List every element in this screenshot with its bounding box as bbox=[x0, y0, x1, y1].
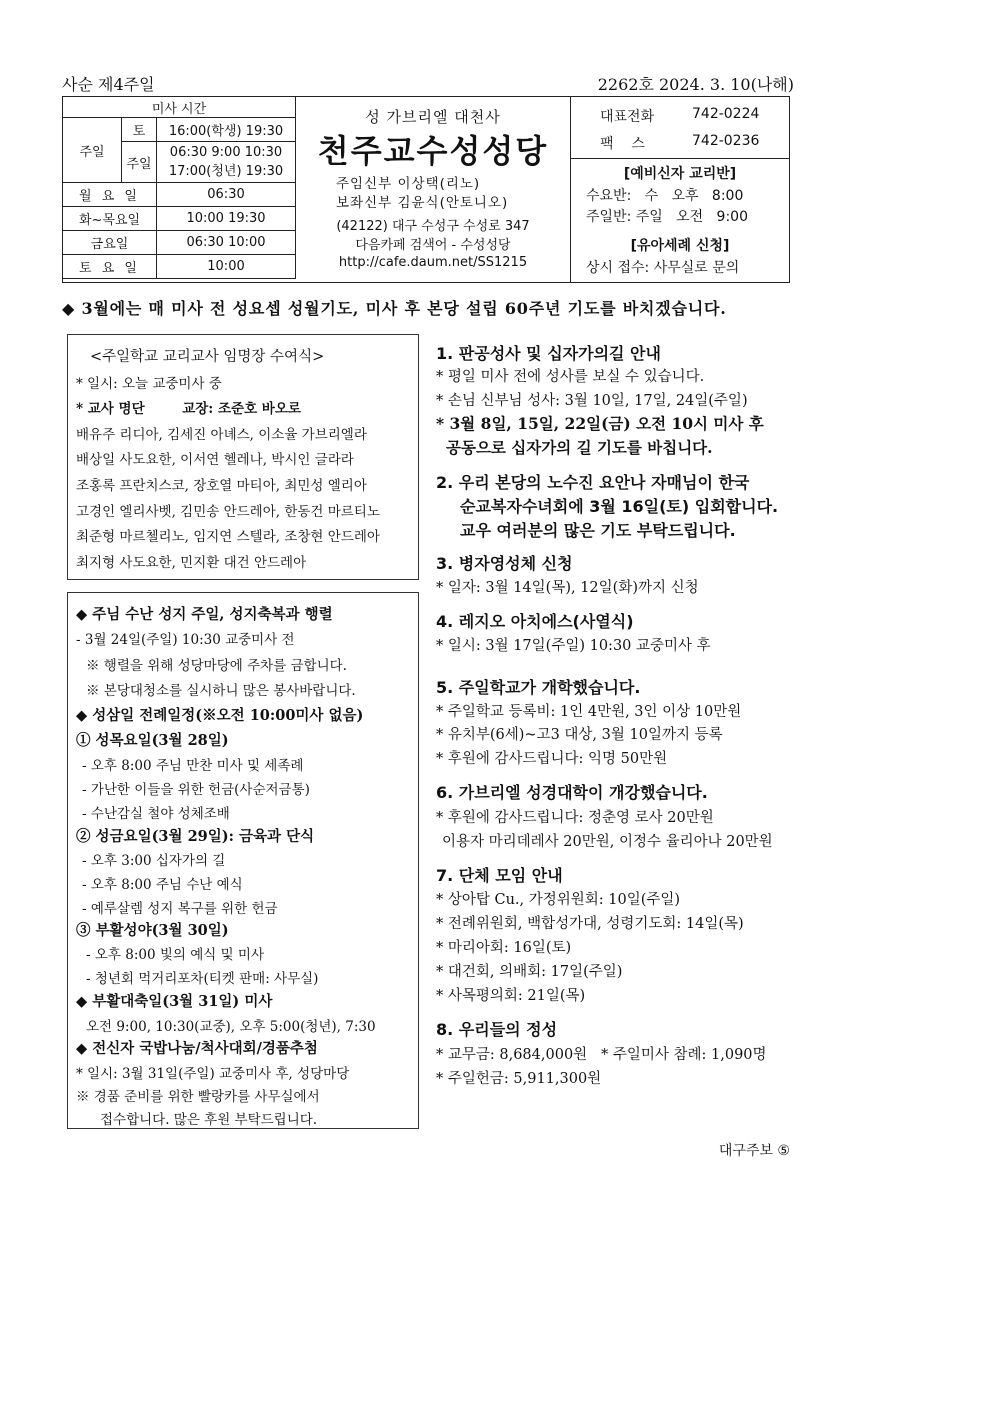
section-7-item: * 전례위원회, 백합성가대, 성령기도회: 14일(목) bbox=[436, 916, 744, 932]
monthly-notice: ◆ 3월에는 매 미사 전 성요셉 성월기도, 미사 후 본당 설립 60주년 기도를 바치겠습니다. bbox=[62, 299, 727, 318]
sunday-times bbox=[157, 142, 296, 183]
section-5-item: * 주일학교 등록비: 1인 4만원, 3인 이상 10만원 bbox=[436, 704, 742, 720]
monday-times: 06:30 bbox=[157, 183, 296, 207]
catechumen-wed: 수요반: 수 오후 8:00 bbox=[586, 188, 744, 204]
easter-sunday-times: 오전 9:00, 10:30(교중), 오후 5:00(청년), 7:30 bbox=[86, 1019, 376, 1035]
phone-label: 대표전화 bbox=[600, 109, 655, 125]
section-1-heading: 1. 판공성사 및 십자가의길 안내 bbox=[436, 344, 661, 363]
teacher-list-header: * 교사 명단 교장: 조준호 바오로 bbox=[76, 401, 301, 417]
section-6-heading: 6. 가브리엘 성경대학이 개강했습니다. bbox=[436, 783, 708, 802]
section-3-heading: 3. 병자영성체 신청 bbox=[436, 554, 573, 573]
teacher-list-row: 배유주 리디아, 김세진 아녜스, 이소율 가브리엘라 bbox=[76, 427, 367, 443]
tue-thu-label: 화~목요일 bbox=[63, 207, 157, 231]
prize-donation-notice-2: 접수합니다. 많은 후원 부탁드립니다. bbox=[100, 1112, 318, 1128]
parish-address: (42122) 대구 수성구 수성로 347 bbox=[336, 219, 530, 234]
cleaning-notice: ※ 본당대청소를 실시하니 많은 봉사바랍니다. bbox=[86, 683, 356, 699]
section-7-item: * 사목평의회: 21일(목) bbox=[436, 988, 586, 1004]
palm-sunday-heading: ◆ 주님 수난 성지 주일, 성지축복과 행렬 bbox=[76, 606, 333, 623]
tue-thu-times: 10:00 19:30 bbox=[157, 207, 296, 231]
holy-thursday-heading: ① 성목요일(3월 28일) bbox=[76, 732, 229, 749]
fax-label: 팩 스 bbox=[600, 136, 645, 152]
sunday-times-line2: 17:00(청년) 19:30 bbox=[168, 164, 284, 179]
easter-sunday-heading: ◆ 부활대축일(3월 31일) 미사 bbox=[76, 993, 273, 1010]
section-5-item: * 후원에 감사드립니다: 익명 50만원 bbox=[436, 751, 668, 767]
section-8-item: * 교무금: 8,684,000원 * 주일미사 참례: 1,090명 bbox=[436, 1047, 767, 1063]
section-4-heading: 4. 레지오 아치에스(사열식) bbox=[436, 612, 634, 631]
section-8-heading: 8. 우리들의 정성 bbox=[436, 1020, 558, 1039]
catechumen-title: [예비신자 교리반] bbox=[623, 166, 737, 182]
pastor: 주임신부 이상택(리노) bbox=[336, 176, 481, 192]
good-friday-item: - 오후 8:00 주님 수난 예식 bbox=[82, 877, 243, 893]
saturday-times: 16:00(학생) 19:30 bbox=[157, 118, 296, 142]
page-footer: 대구주보 ⑤ bbox=[718, 1143, 790, 1159]
section-7-item: * 대건회, 의배회: 17일(주일) bbox=[436, 964, 623, 980]
parking-notice: ※ 행렬을 위해 성당마당에 주차를 금합니다. bbox=[86, 658, 347, 674]
saturday-label: 토 bbox=[122, 118, 157, 142]
easter-vigil-item: - 오후 8:00 빛의 예식 및 미사 bbox=[86, 947, 264, 963]
prize-donation-notice: ※ 경품 준비를 위한 빨랑카를 사무실에서 bbox=[76, 1089, 320, 1105]
ceremony-date: * 일시: 오늘 교중미사 중 bbox=[76, 376, 222, 392]
fax-number: 742-0236 bbox=[692, 133, 760, 149]
section-2-heading-2: 순교복자수녀회에 3월 16일(토) 입회합니다. bbox=[460, 497, 779, 516]
assistant-priest: 보좌신부 김윤식(안토니오) bbox=[336, 195, 509, 211]
infant-baptism-text: 상시 접수: 사무실로 문의 bbox=[586, 260, 740, 276]
parish-event-heading: ◆ 전신자 국밥나눔/척사대회/경품추첨 bbox=[76, 1040, 318, 1057]
section-7-item: * 마리아회: 16일(토) bbox=[436, 940, 572, 956]
phone-number: 742-0224 bbox=[692, 106, 760, 122]
monday-label: 월 요 일 bbox=[63, 183, 157, 207]
teacher-list-row: 조홍록 프란치스코, 장호열 마티아, 최민성 엘리아 bbox=[76, 478, 367, 494]
teacher-ceremony-title: <주일학교 교리교사 임명장 수여식> bbox=[90, 349, 325, 365]
section-3-item: * 일자: 3월 14일(목), 12일(화)까지 신청 bbox=[436, 580, 699, 596]
parish-name: 천주교수성성당 bbox=[317, 132, 549, 170]
section-4-item: * 일시: 3월 17일(주일) 10:30 교중미사 후 bbox=[436, 638, 711, 654]
saturday-weekday-times: 10:00 bbox=[157, 255, 296, 279]
sunday-label: 주일 bbox=[122, 142, 157, 183]
friday-label: 금요일 bbox=[63, 231, 157, 255]
easter-vigil-item: - 청년회 먹거리포차(티켓 판매: 사무실) bbox=[86, 971, 319, 987]
teacher-list-row: 배상일 사도요한, 이서연 헬레나, 박시인 글라라 bbox=[76, 452, 354, 468]
easter-vigil-heading: ③ 부활성야(3월 30일) bbox=[76, 922, 229, 939]
triduum-heading: ◆ 성삼일 전례일정(※오전 10:00미사 없음) bbox=[76, 707, 364, 724]
parish-event-date: * 일시: 3월 31일(주일) 교중미사 후, 성당마당 bbox=[76, 1066, 350, 1082]
friday-times: 06:30 10:00 bbox=[157, 231, 296, 255]
section-7-item: * 상아탑 Cu., 가정위원회: 10일(주일) bbox=[436, 892, 681, 908]
mass-schedule-title: 미사 시간 bbox=[63, 97, 296, 118]
section-6-item: * 후원에 감사드립니다: 정춘영 로사 20만원 bbox=[436, 810, 714, 826]
holy-thursday-item: - 오후 8:00 주님 만찬 미사 및 세족례 bbox=[82, 758, 304, 774]
section-5-item: * 유치부(6세)~고3 대상, 3월 10일까지 등록 bbox=[436, 727, 723, 743]
contact-divider bbox=[570, 158, 790, 159]
section-7-heading: 7. 단체 모임 안내 bbox=[436, 866, 563, 885]
good-friday-item: - 오후 3:00 십자가의 길 bbox=[82, 853, 226, 869]
sunday-group-label: 주일 bbox=[63, 118, 122, 183]
holy-thursday-item: - 수난감실 철야 성체조배 bbox=[82, 806, 230, 822]
teacher-list-row: 최준형 마르첼리노, 임지연 스텔라, 조창현 안드레아 bbox=[76, 529, 380, 545]
section-1-item: 공동으로 십자가의 길 기도를 바칩니다. bbox=[446, 438, 713, 457]
section-8-item: * 주일헌금: 5,911,300원 bbox=[436, 1071, 602, 1087]
bulletin-issue: 2262호 2024. 3. 10(나해) bbox=[597, 75, 794, 94]
section-1-item: * 3월 8일, 15일, 22일(금) 오전 10시 미사 후 bbox=[436, 414, 764, 433]
section-1-item: * 손님 신부님 성사: 3월 10일, 17일, 24일(주일) bbox=[436, 393, 748, 409]
teacher-list-row: 고경인 엘리사벳, 김민송 안드레아, 한동건 마르티노 bbox=[76, 504, 380, 520]
cafe-url[interactable]: http://cafe.daum.net/SS1215 bbox=[338, 255, 528, 270]
palm-sunday-date: - 3월 24일(주일) 10:30 교중미사 전 bbox=[76, 632, 295, 648]
teacher-list-row: 최지형 사도요한, 민지환 대건 안드레아 bbox=[76, 555, 307, 571]
section-6-item: 이용자 마리데레사 20만원, 이정수 율리아나 20만원 bbox=[442, 834, 773, 850]
cafe-search: 다음카페 검색어 - 수성성당 bbox=[355, 238, 511, 253]
good-friday-item: - 예루살렘 성지 복구를 위한 헌금 bbox=[82, 901, 278, 917]
saturday-weekday-label: 토 요 일 bbox=[63, 255, 157, 279]
section-2-heading: 2. 우리 본당의 노수진 요안나 자매님이 한국 bbox=[436, 473, 750, 492]
infant-baptism-title: [유아세례 신청] bbox=[630, 238, 730, 254]
mass-schedule-table bbox=[62, 96, 296, 279]
holy-thursday-item: - 가난한 이들을 위한 헌금(사순저금통) bbox=[82, 782, 310, 798]
bulletin-season: 사순 제4주일 bbox=[62, 75, 155, 94]
section-2-heading-3: 교우 여러분의 많은 기도 부탁드립니다. bbox=[460, 521, 736, 540]
section-1-item: * 평일 미사 전에 성사를 보실 수 있습니다. bbox=[436, 369, 705, 385]
section-5-heading: 5. 주일학교가 개학했습니다. bbox=[436, 678, 641, 697]
sunday-times-line1: 06:30 9:00 10:30 bbox=[169, 145, 283, 160]
good-friday-heading: ② 성금요일(3월 29일): 금육과 단식 bbox=[76, 828, 315, 845]
parish-patron: 성 가브리엘 대천사 bbox=[365, 108, 501, 126]
catechumen-sun: 주일반: 주일 오전 9:00 bbox=[586, 209, 748, 225]
